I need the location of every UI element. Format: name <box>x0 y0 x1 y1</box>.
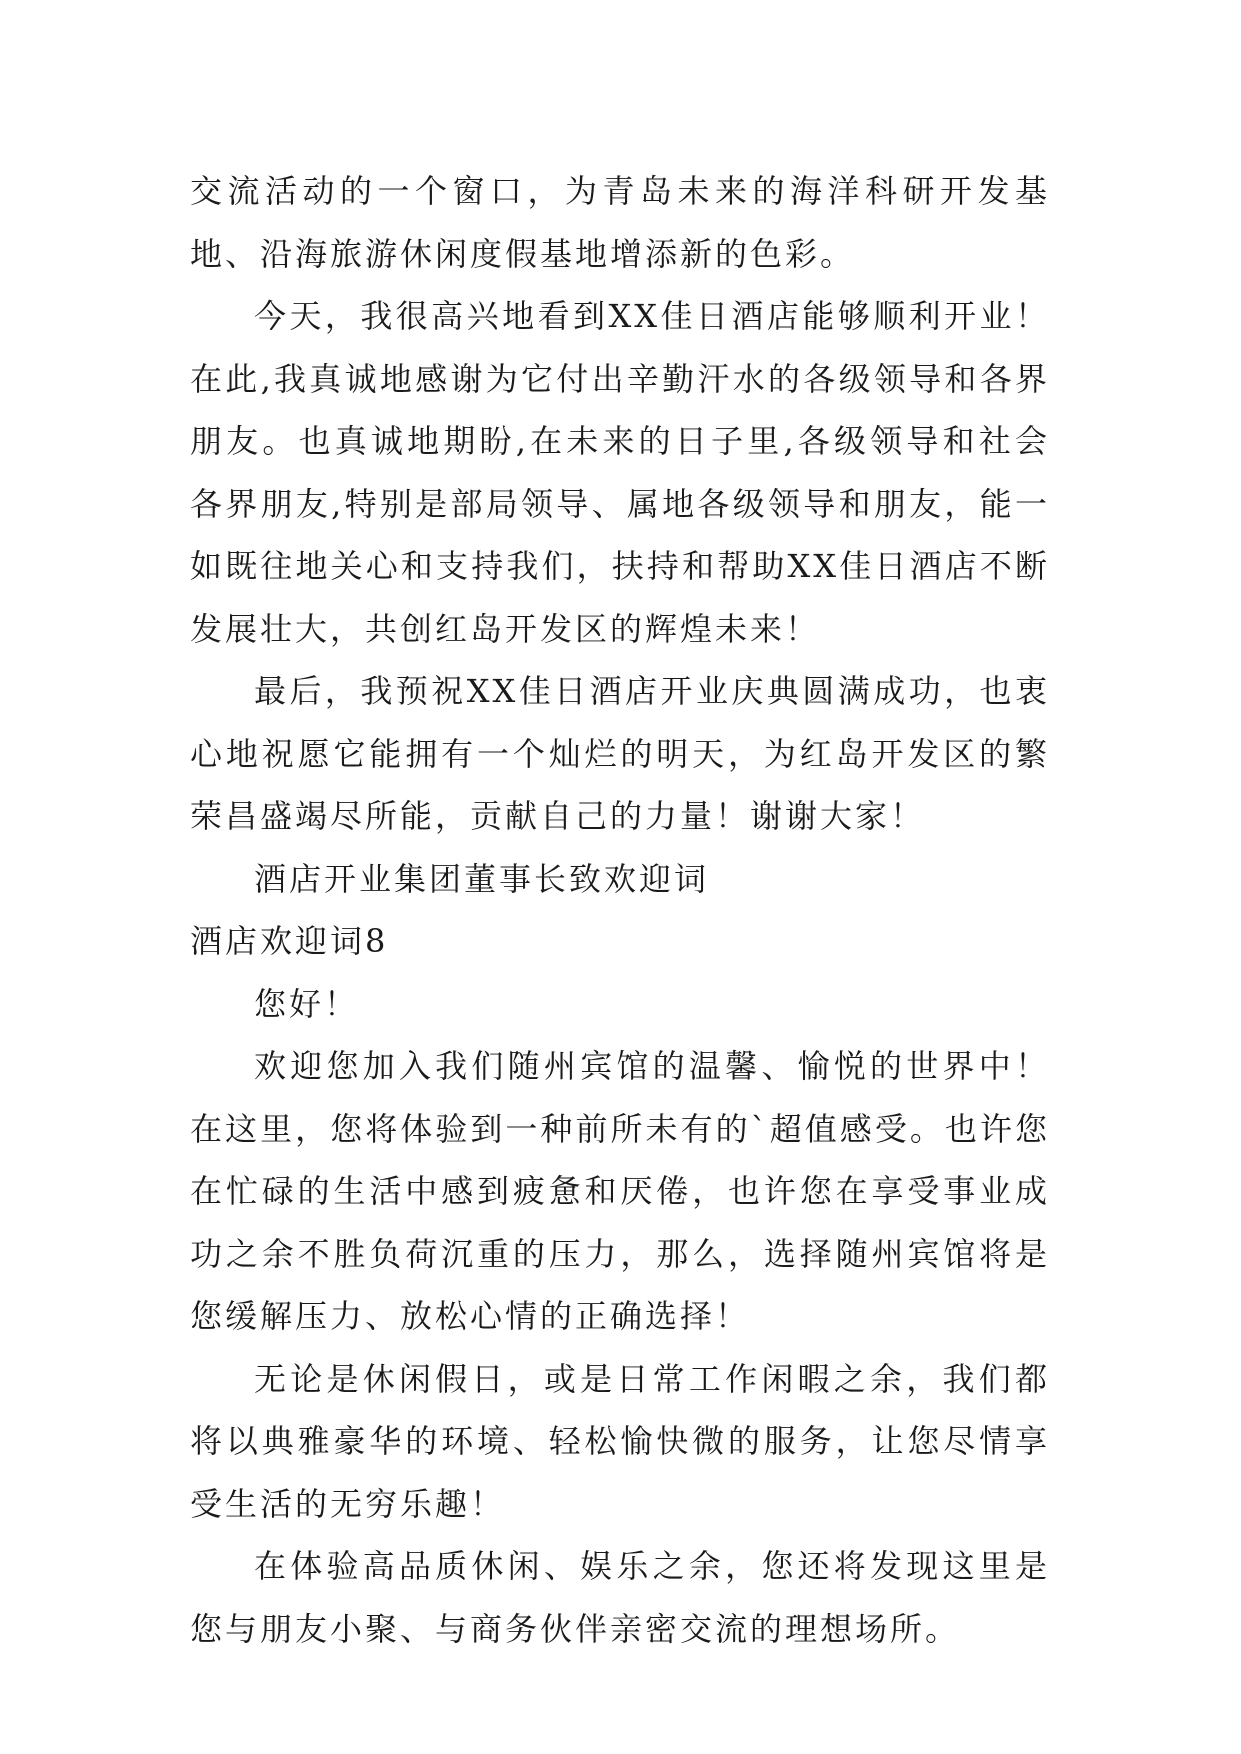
paragraph-gathering: 在体验高品质休闲、娱乐之余，您还将发现这里是您与朋友小聚、与商务伙伴亲密交流的理想场所。 <box>190 1547 1050 1648</box>
paragraph-welcome: 欢迎您加入我们随州宾馆的温馨、愉悦的世界中！在这里，您将体验到一种前所未有的`超值感受。也许您在忙碌的生活中感到疲惫和厌倦，也许您在享受事业成功之余不胜负荷沉重的压力，那么，选择随州宾馆将是您缓解压力、放松心情的正确选择！ <box>190 1047 1050 1335</box>
speech-title: 酒店开业集团董事长致欢迎词 <box>254 859 710 898</box>
paragraph-opening-congratulations: 今天，我很高兴地看到XX佳日酒店能够顺利开业！在此,我真诚地感谢为它付出辛勤汗水的各级领导和各界朋友。也真诚地期盼,在未来的日子里,各级领导和社会各界朋友,特别是部局领导、属地各级领导和朋友，能一如既往地关心和支持我们，扶持和帮助XX佳日酒店不断发展壮大，共创红岛开发区的辉煌未来！ <box>190 297 1050 648</box>
paragraph-leisure: 无论是休闲假日，或是日常工作闲暇之余，我们都将以典雅豪华的环境、轻松愉快微的服务，让您尽情享受生活的无穷乐趣！ <box>190 1359 1050 1523</box>
paragraph-continuation: 交流活动的一个窗口，为青岛未来的海洋科研开发基地、沿海旅游休闲度假基地增添新的色彩。 <box>190 172 1050 273</box>
greeting-line: 您好！ <box>254 984 360 1023</box>
section-heading: 酒店欢迎词8 <box>190 922 389 960</box>
paragraph-closing-wishes: 最后，我预祝XX佳日酒店开业庆典圆满成功，也衷心地祝愿它能拥有一个灿烂的明天，为红岛开发区的繁荣昌盛竭尽所能，贡献自己的力量！谢谢大家！ <box>190 672 1050 835</box>
document-body <box>190 160 1050 1660</box>
